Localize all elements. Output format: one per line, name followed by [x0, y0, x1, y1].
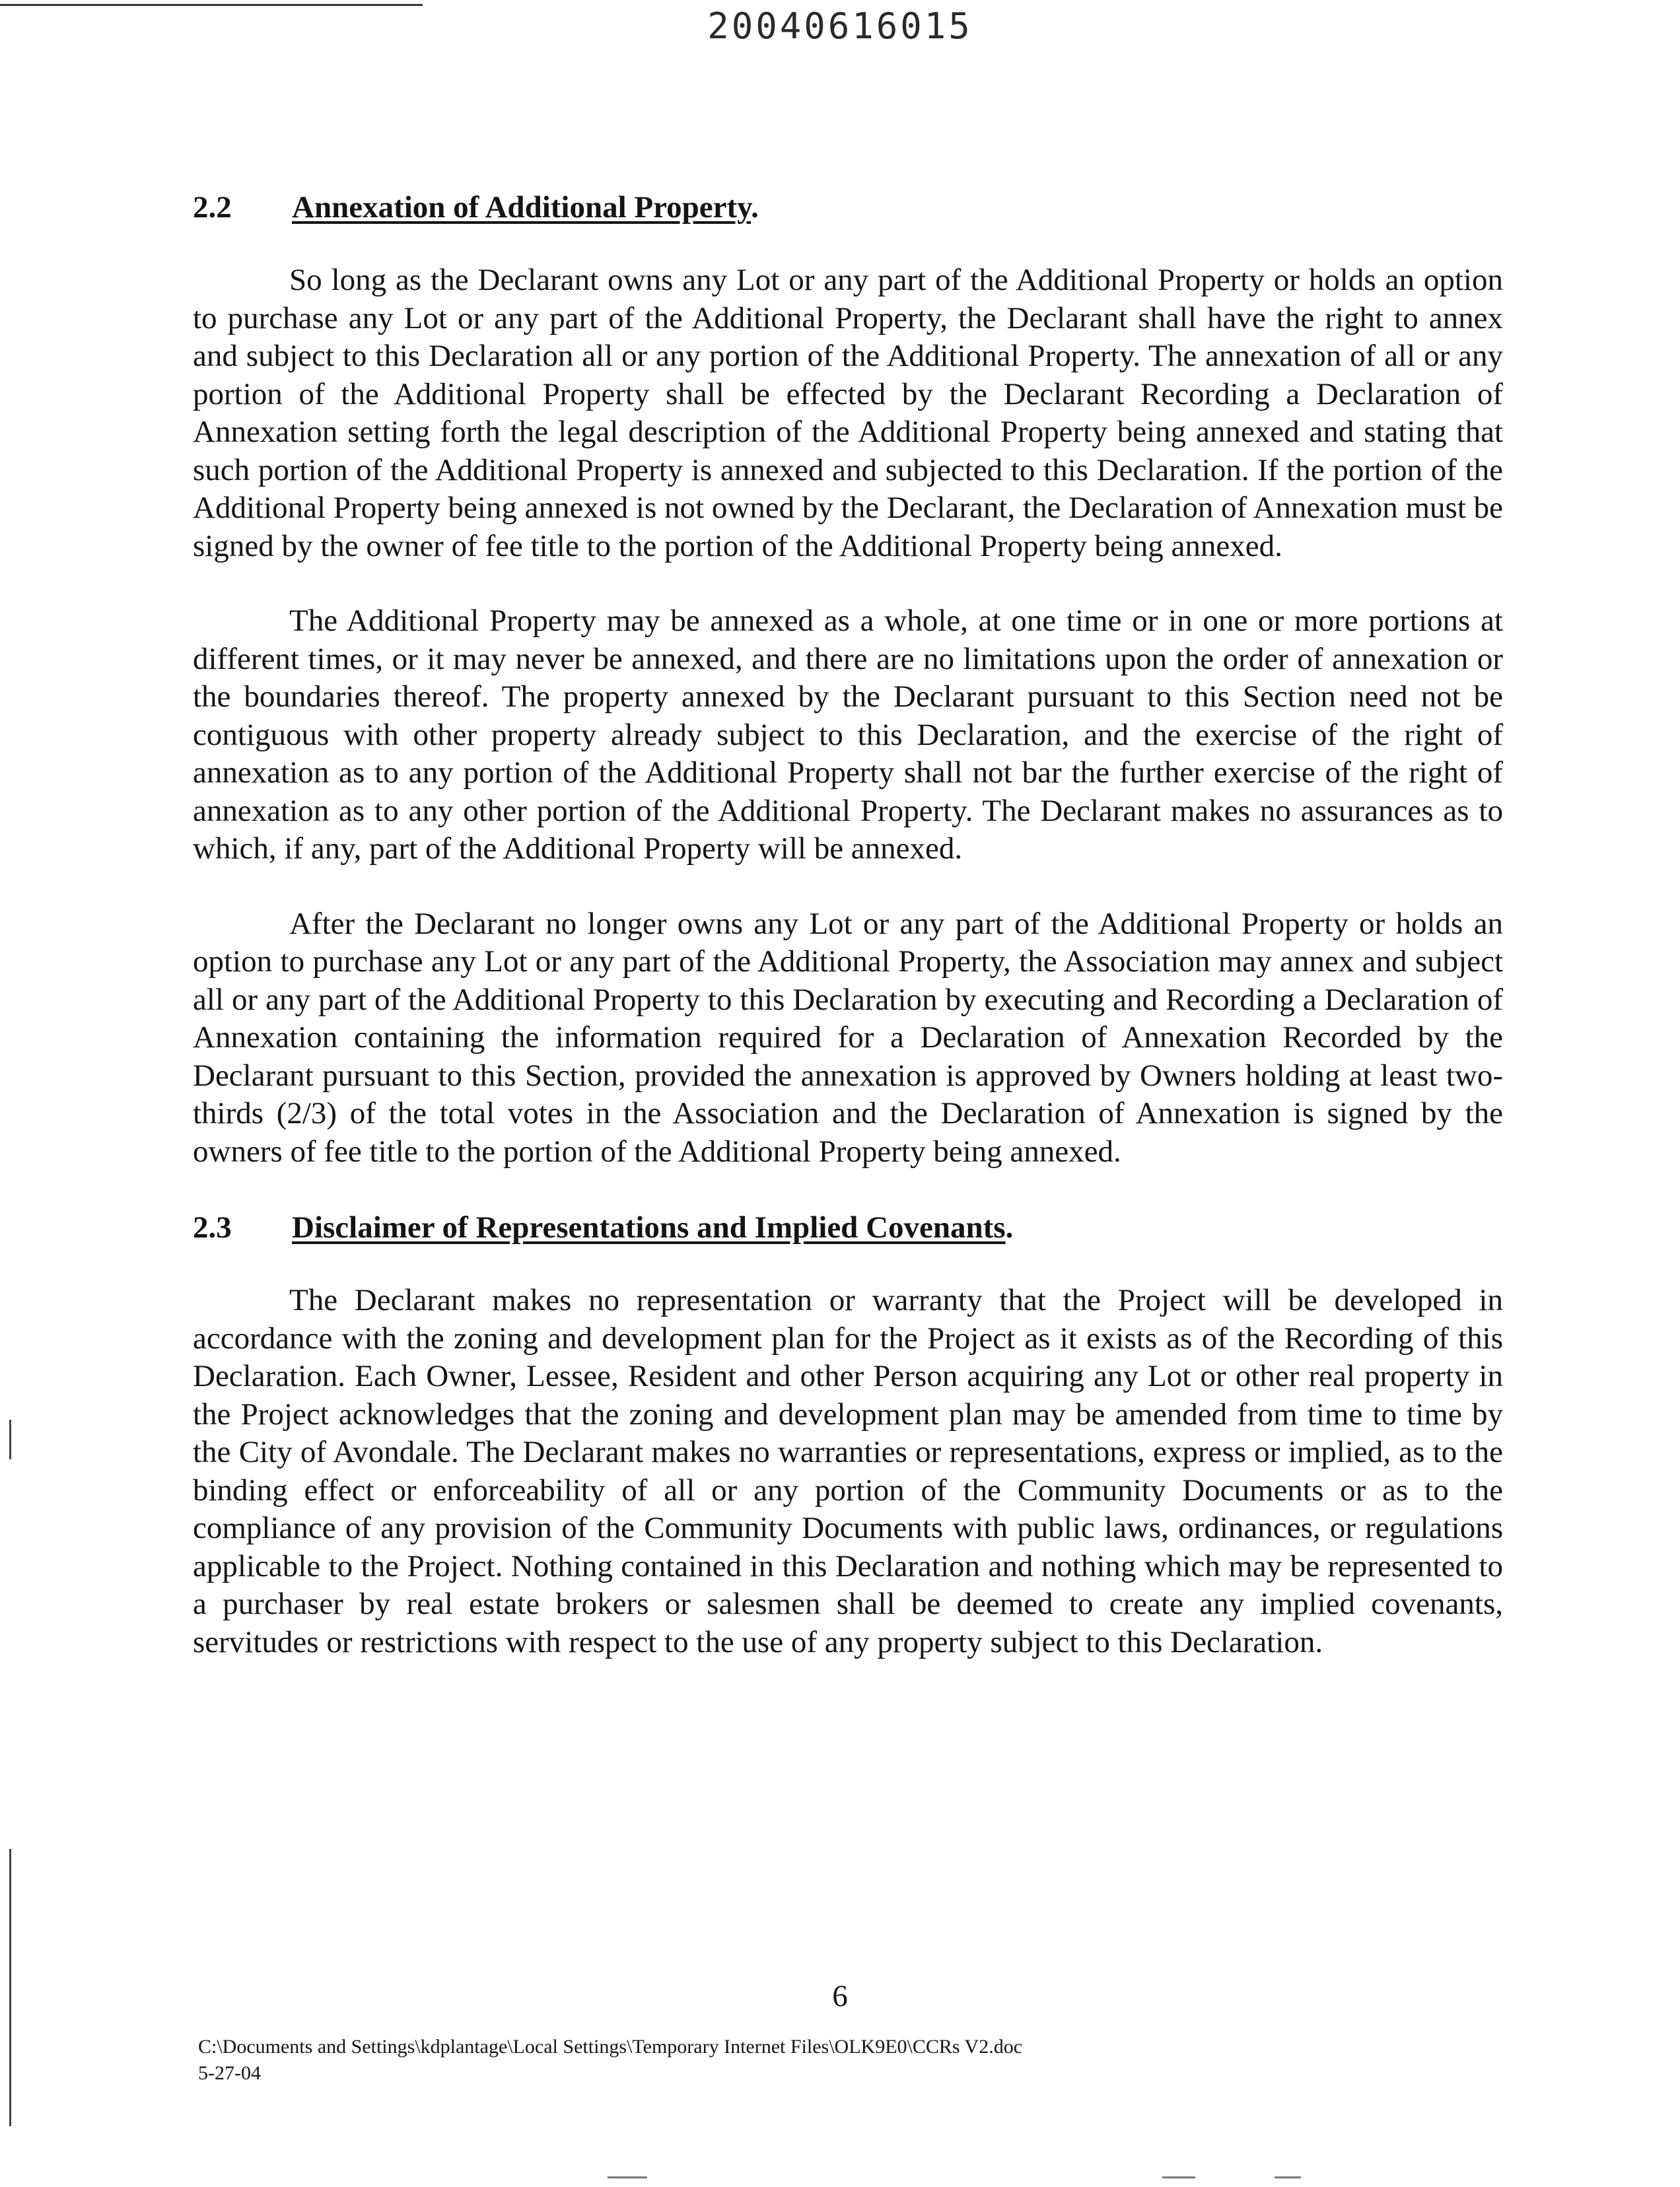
section-heading-2-2: [193, 188, 1503, 227]
scan-margin-mark: [9, 1420, 11, 1459]
paragraph-disclaimer: The Declarant makes no representation or warranty that the Project will be developed in accordance with the zoning and development plan for the Project as it exists as of the Recording of this Declaration. Each Owner, Lessee, Resident and other Person acquiring any Lot or other real property in the Project acknowledges that the zoning and development plan may be amended from time to time by the City of Avondale. The Declarant makes no warranties or representations, express or implied, as to the binding effect or enforceability of all or any portion of the Community Documents or as to the compliance of any provision of the Community Documents with public laws, ordinances, or regulations applicable to the Project. Nothing contained in this Declaration and nothing which may be represented to a purchaser by real estate brokers or salesmen shall be deemed to create any implied covenants, servitudes or restrictions with respect to the use of any property subject to this Declaration.: [193, 1283, 1503, 1659]
section-number: 2.2: [193, 190, 232, 225]
scan-margin-mark: [9, 1849, 11, 2126]
recording-number: 20040616015: [707, 5, 973, 47]
footer-date: 5-27-04: [198, 2062, 261, 2084]
section-title: Annexation of Additional Property: [292, 190, 752, 225]
paragraph-annexation-portions: The Additional Property may be annexed as a whole, at one time or in one or more portions at different times, or it may never be annexed, and there are no limitations upon the order of annexation or the boundaries thereof. The property annexed by the Declarant pursuant to this Section need not be contiguous with other property already subject to this Declaration, and the exercise of the right of annexation as to any portion of the Additional Property shall not bar the further exercise of the right of annexation as to any other portion of the Additional Property. The Declarant makes no assurances as to which, if any, part of the Additional Property will be annexed.: [193, 604, 1503, 866]
section-title-period: .: [751, 190, 759, 225]
section-title-period: .: [1005, 1210, 1014, 1245]
section-heading-2-3: [193, 1208, 1503, 1247]
section-number: 2.3: [193, 1210, 232, 1245]
document-body: [193, 188, 1503, 1661]
document-footer: [198, 2034, 1022, 2087]
scan-speck: [1162, 2176, 1195, 2178]
page-number: 6: [832, 1979, 848, 2013]
section-title: Disclaimer of Representations and Implied Covenants: [292, 1210, 1006, 1245]
paragraph-annexation-by-association: After the Declarant no longer owns any Lot or any part of the Additional Property or holds an option to purchase any Lot or any part of the Additional Property, the Association may annex and subject all or any part of the Additional Property to this Declaration by executing and Recording a Declaration of Annexation containing the information required for a Declaration of Annexation Recorded by the Declarant pursuant to this Section, provided the annexation is approved by Owners holding at least two-thirds (2/3) of the total votes in the Association and the Declaration of Annexation is signed by the owners of fee title to the portion of the Additional Property being annexed.: [193, 906, 1503, 1169]
paragraph-annexation-by-declarant: So long as the Declarant owns any Lot or any part of the Additional Property or holds an option to purchase any Lot or any part of the Additional Property, the Declarant shall have the right to annex and subject to this Declaration all or any portion of the Additional Property. The annexation of all or any portion of the Additional Property shall be effected by the Declarant Recording a Declaration of Annexation setting forth the legal description of the Additional Property being annexed and stating that such portion of the Additional Property is annexed and subjected to this Declaration. If the portion of the Additional Property being annexed is not owned by the Declarant, the Declaration of Annexation must be signed by the owner of fee title to the portion of the Additional Property being annexed.: [193, 263, 1503, 563]
scan-speck: [608, 2176, 647, 2178]
scan-speck: [1275, 2176, 1301, 2178]
footer-file-path: C:\Documents and Settings\kdplantage\Local Settings\Temporary Internet Files\OLK9E0\CCRs V2.doc: [198, 2036, 1023, 2058]
